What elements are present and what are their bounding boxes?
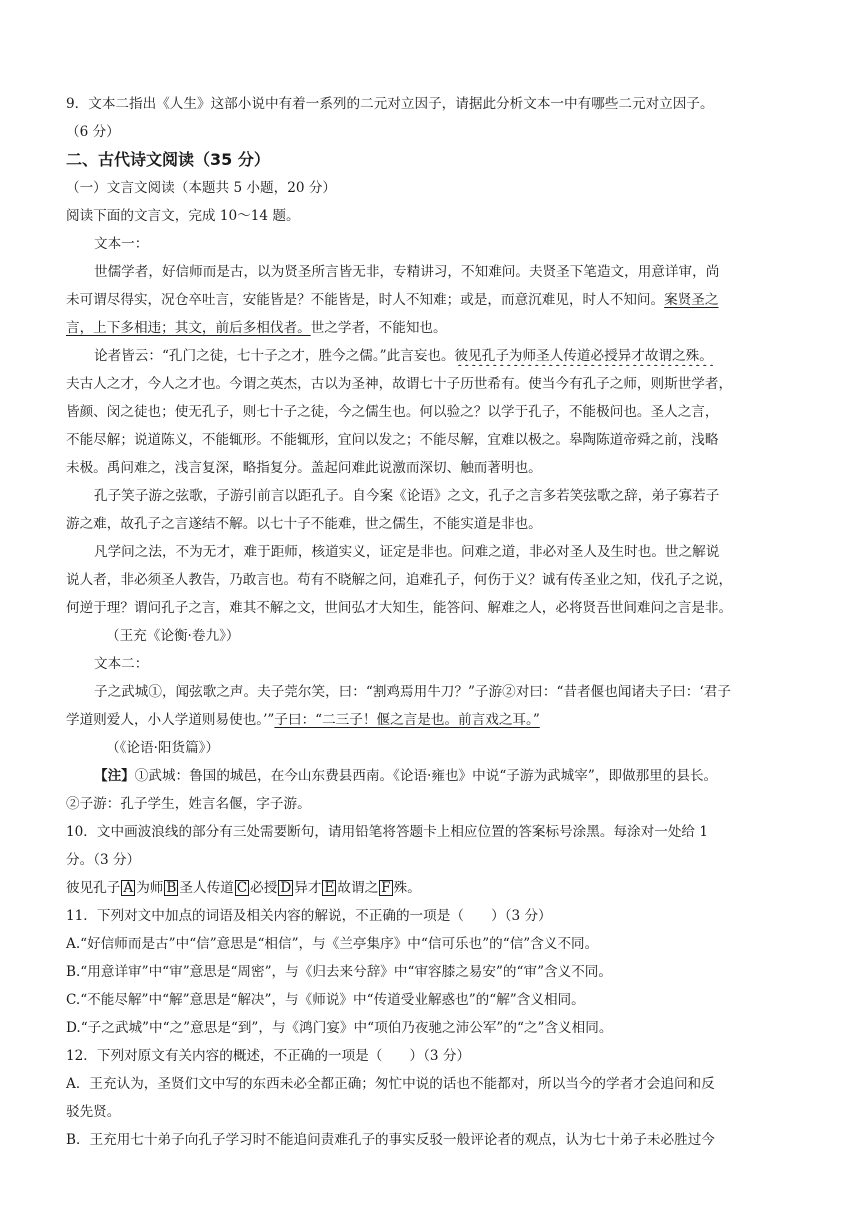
text1-p4-line-3: 何逆于理？谓问孔子之言，难其不解之文，世间弘才大知生，能答问、解难之人，必将贤吾世间难问之言是非。 xyxy=(66,600,733,616)
answer-box-f[interactable]: F xyxy=(381,880,391,896)
answer-box-d[interactable]: D xyxy=(280,880,292,896)
note-line-1: 【注】①武城：鲁国的城邑，在今山东费县西南。《论语·雍也》中说“子游为武城宰”，即做那里的县长。 xyxy=(94,768,718,784)
text1-source: （王充《论衡·卷九》） xyxy=(106,628,240,644)
answer-box-b[interactable]: B xyxy=(166,880,177,896)
text1-p2-line-5: 未极。禹问难之，浅言复深，略指复分。盖起问难此说激而深切、触而著明也。 xyxy=(66,460,542,476)
q11-option-c: C.“不能尽解”中“解”意思是“解决”，与《师说》中“传道受业解惑也”的“解”含义相同。 xyxy=(66,992,585,1008)
q11-stem: 11．下列对文中加点的词语及相关内容的解说，不正确的一项是（ ）（3 分） xyxy=(66,908,552,924)
note-tag: 【注】 xyxy=(94,768,135,784)
answer-box-e[interactable]: E xyxy=(324,880,335,896)
section-heading: 二、古代诗文阅读（35 分） xyxy=(66,150,270,169)
answer-box-c[interactable]: C xyxy=(236,880,248,896)
underlined-passage-b: 言，上下多相违；其文，前后多相伐者。 xyxy=(66,320,311,336)
text1-p2-line-3: 皆颜、闵之徒也；使无孔子，则七十子之徒，今之儒生也。何以验之？以学于孔子，不能极问也。圣人之言， xyxy=(66,404,719,420)
text1-p1-line-2: 未可谓尽得实，况仓卒吐言，安能皆是？不能皆是，时人不知难；或是，而意沉难见，时人不知问。案贤圣之 xyxy=(66,292,719,308)
q12-option-a-line-2: 驳先贤。 xyxy=(66,1104,121,1120)
subsection-heading: （一）文言文阅读（本题共 5 小题，20 分） xyxy=(66,180,337,196)
reading-instruction: 阅读下面的文言文，完成 10～14 题。 xyxy=(66,208,300,224)
text1-p4-line-2: 说人者，非必须圣人教告，乃敢言也。苟有不晓解之问，追难孔子，何伤于义？诚有传圣业之知，伐孔子之说， xyxy=(66,572,733,588)
q12-stem: 12．下列对原文有关内容的概述，不正确的一项是（ ）（3 分） xyxy=(66,1048,471,1064)
q11-option-d: D.“子之武城”中“之”意思是“到”，与《鸿门宴》中“项伯乃夜驰之沛公军”的“之”含义相同。 xyxy=(66,1020,613,1036)
underlined-passage-c: 子曰：“二三子！偃之言是也。前言戏之耳。” xyxy=(274,712,540,728)
wavy-underlined-passage: 彼见孔子为师圣人传道必授异才故谓之殊。 xyxy=(454,348,713,364)
answer-box-a[interactable]: A xyxy=(123,880,134,896)
text1-p3-line-2: 游之难，故孔子之言遂结不解。以七十子不能难，世之儒生，不能实道是非也。 xyxy=(66,516,542,532)
underlined-passage-a: 案贤圣之 xyxy=(664,292,719,308)
q10-line-1: 10．文中画波浪线的部分有三处需要断句，请用铅笔将答题卡上相应位置的答案标号涂黑。每涂对一处给 1 xyxy=(66,824,708,840)
q9-line-1: 9．文本二指出《人生》这部小说中有着一系列的二元对立因子，请据此分析文本一中有哪些二元对立因子。 xyxy=(66,96,714,112)
text1-p2-line-1: 论者皆云：“孔门之徒，七十子之才，胜今之儒。”此言妄也。彼见孔子为师圣人传道必授异才故谓之殊。 xyxy=(94,348,713,364)
q9-line-2: （6 分） xyxy=(66,124,120,140)
q10-line-2: 分。（3 分） xyxy=(66,852,141,868)
text1-p2-line-4: 不能尽解；说道陈义，不能辄形。不能辄形，宜问以发之；不能尽解，宜难以极之。皋陶陈道帝舜之前，浅略 xyxy=(66,432,719,448)
text2-label: 文本二： xyxy=(94,656,149,672)
text1-p1-line-3: 言，上下多相违；其文，前后多相伐者。世之学者，不能知也。 xyxy=(66,320,447,336)
text2-line-1: 子之武城①，闻弦歌之声。夫子莞尔笑，曰：“割鸡焉用牛刀？”子游②对曰：“昔者偃也闻诸夫子曰：‘君子 xyxy=(94,684,731,700)
text1-p3-line-1: 孔子笑子游之弦歌，子游引前言以距孔子。自今案《论语》之文，孔子之言多若笑弦歌之辞，弟子寡若子 xyxy=(94,488,720,504)
q10-sentence: 彼见孔子 A 为师 B 圣人传道 C 必授 D 异才 E 故谓之 F 殊。 xyxy=(66,880,421,896)
text1-p2-line-2: 夫古人之才，今人之才也。今谓之英杰，古以为圣神，故谓七十子历世希有。使当今有孔子之师，则斯世学者， xyxy=(66,376,733,392)
q11-option-a: A.“好信师而是古”中“信”意思是“相信”，与《兰亭集序》中“信可乐也”的“信”含义不同。 xyxy=(66,936,599,952)
text1-p4-line-1: 凡学问之法，不为无才，难于距师，核道实义，证定是非也。问难之道，非必对圣人及生时也。世之解说 xyxy=(94,544,720,560)
note-line-2: ②子游：孔子学生，姓言名偃，字子游。 xyxy=(66,796,311,812)
q12-option-a-line-1: A．王充认为，圣贤们文中写的东西未必全都正确；匆忙中说的话也不能都对，所以当今的学者才会追问和反 xyxy=(66,1076,715,1092)
q12-option-b-line-1: B．王充用七十弟子向孔子学习时不能追问责难孔子的事实反驳一般评论者的观点，认为七十弟子未必胜过今 xyxy=(66,1132,715,1148)
text2-source: （《论语·阳货篇》） xyxy=(106,740,220,756)
text2-line-2: 学道则爱人，小人学道则易使也。’”子曰：“二三子！偃之言是也。前言戏之耳。” xyxy=(66,712,540,728)
text1-p1-line-1: 世儒学者，好信师而是古，以为贤圣所言皆无非，专精讲习，不知难问。夫贤圣下笔造文，用意详审，尚 xyxy=(94,264,720,280)
q11-option-b: B.“用意详审”中“审”意思是“周密”，与《归去来兮辞》中“审容膝之易安”的“审”含义不同。 xyxy=(66,964,612,980)
text1-label: 文本一： xyxy=(94,236,149,252)
